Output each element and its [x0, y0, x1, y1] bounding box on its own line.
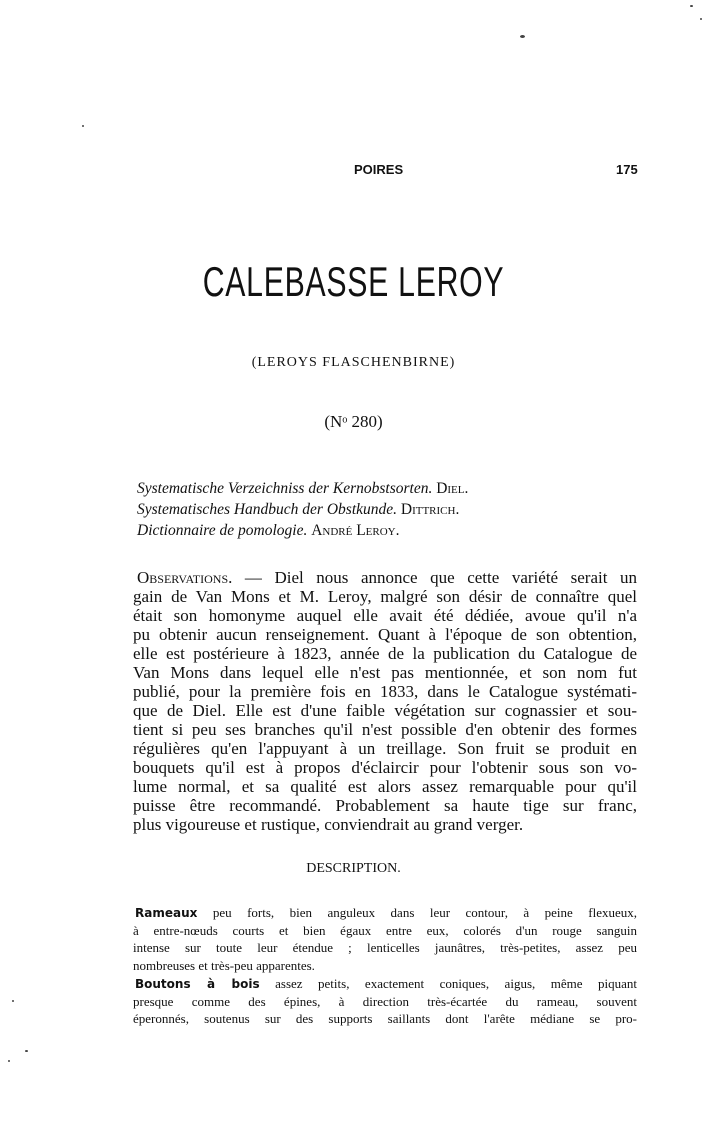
text-line: intense sur toute leur étendue ; lenticelles jaunâtres, très-petites, assez peu	[133, 940, 637, 955]
speck	[520, 35, 525, 38]
text-line: à entre-nœuds courts et bien égaux entre eux, colorés d'un rouge sanguin	[133, 922, 637, 938]
text-line	[133, 975, 637, 993]
reference-work: Dictionnaire de pomologie.	[137, 522, 308, 539]
variety-number: (Nᵒ 280)	[324, 412, 383, 431]
reference-author: Diel.	[436, 480, 469, 497]
text-line: bouquets qu'il est à propos d'éclaircir pour l'obtenir sous son vo-	[133, 758, 637, 777]
speck	[8, 1060, 10, 1062]
text-line	[133, 904, 637, 922]
text-line: presque comme des épines, à direction très-écartée du rameau, souvent	[133, 993, 637, 1009]
synonym: (LEROYS FLASCHENBIRNE)	[251, 355, 456, 370]
text-line: plus vigoureuse et rustique, conviendrait au grand verger.	[133, 815, 524, 834]
text-line-content: peu forts, bien anguleux dans leur contour, à peine flexueux,	[197, 905, 637, 920]
text-line: gain de Van Mons et M. Leroy, malgré son désir de connaître quel	[133, 587, 637, 606]
text-line: était son homonyme auquel elle avait été dédiée, avoue qu'il n'a	[133, 606, 637, 625]
text-line: tient si peu ses branches qu'il n'est possible d'en obtenir des formes	[133, 720, 637, 739]
page-number: 175	[616, 162, 638, 177]
text-line: éperonnés, soutenus sur des supports saillants dont l'arête médiane se pro-	[133, 1011, 637, 1026]
speck	[25, 1050, 28, 1052]
reference-work: Systematische Verzeichniss der Kernobstsorten.	[137, 480, 433, 497]
rameaux-paragraph	[133, 904, 637, 974]
page-title: CALEBASSE LEROY	[202, 258, 505, 305]
running-title: POIRES	[354, 162, 404, 177]
references	[137, 478, 468, 541]
text-line: elle est postérieure à 1823, année de la publication du Catalogue de	[133, 644, 637, 663]
reference	[137, 499, 468, 520]
text-line: puisse être recommandé. Probablement sa haute tige sur franc,	[133, 796, 637, 815]
reference-work: Systematisches Handbuch der Obstkunde.	[137, 501, 398, 518]
reference	[137, 478, 468, 499]
description-body	[133, 904, 637, 1028]
speck	[12, 1000, 14, 1002]
text-line-content: — Diel nous annonce que cette variété serait un	[232, 568, 637, 587]
speck	[82, 125, 84, 127]
text-line-content: assez petits, exactement coniques, aigus, même piquant	[259, 976, 637, 991]
reference-author: André Leroy.	[311, 522, 400, 539]
observations-label: Observations.	[137, 568, 233, 587]
boutons-label: Boutons à bois	[135, 977, 260, 991]
text-line	[133, 568, 637, 587]
text-line: que de Diel. Elle est d'une faible végétation sur cognassier et sou-	[133, 701, 637, 720]
text-line: lume normal, et sa qualité est alors assez remarquable pour qu'il	[133, 777, 637, 796]
description-heading: DESCRIPTION.	[306, 861, 401, 876]
text-line: publié, pour la première fois en 1833, dans le Catalogue systémati-	[133, 682, 637, 701]
reference-author: Dittrich.	[400, 501, 460, 518]
text-line: régulières qu'en l'appuyant à un treillage. Son fruit se produit en	[133, 739, 637, 758]
rameaux-label: Rameaux	[135, 906, 198, 920]
observations-paragraph	[133, 568, 637, 834]
boutons-paragraph	[133, 975, 637, 1028]
text-line: nombreuses et très-peu apparentes.	[133, 957, 315, 973]
speck	[700, 18, 702, 20]
speck	[690, 5, 693, 7]
reference	[137, 520, 468, 541]
text-line: Van Mons dans lequel elle n'est pas mentionnée, et son nom fut	[133, 663, 637, 682]
text-line: pu obtenir aucun renseignement. Quant à l'époque de son obtention,	[133, 625, 637, 644]
